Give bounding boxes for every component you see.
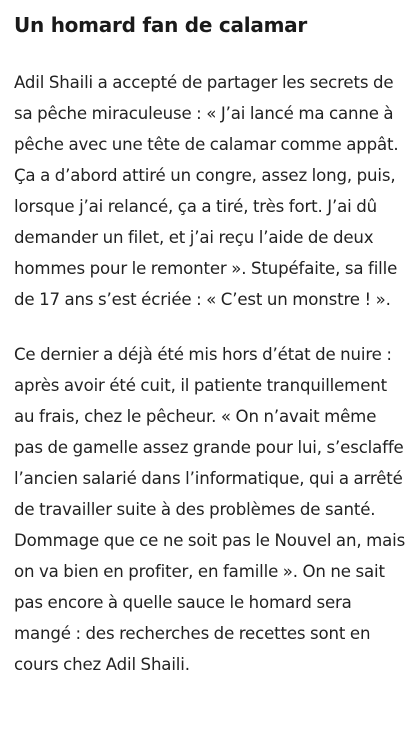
- article-heading: Un homard fan de calamar: [14, 13, 308, 37]
- article-paragraph-1: Adil Shaili a accepté de partager les secrets de sa pêche miraculeuse : « J’ai lancé ma canne à pêche avec une tête de calamar comme appât. Ça a d’abord attiré un congre, assez long, puis, lorsque j’ai relancé, ça a tiré, très fort. J’ai dû demander un filet, et j’ai reçu l’aide de deux hommes pour le remonter ». Stupéfaite, sa fille de 17 ans s’est écriée : « C’est un monstre ! ».: [14, 73, 399, 309]
- article: [14, 10, 407, 680]
- article-paragraph-2: Ce dernier a déjà été mis hors d’état de nuire : après avoir été cuit, il patiente tranquillement au frais, chez le pêcheur. « On n’avait même pas de gamelle assez grande pour lui, s’esclaffe l’ancien salarié dans l’informatique, qui a arrêté de travailler suite à des problèmes de santé. Dommage que ce ne soit pas le Nouvel an, mais on va bien en profiter, en famille ». On ne sait pas encore à quelle sauce le homard sera mangé : des recherches de recettes sont en cours chez Adil Shaili.: [14, 345, 406, 674]
